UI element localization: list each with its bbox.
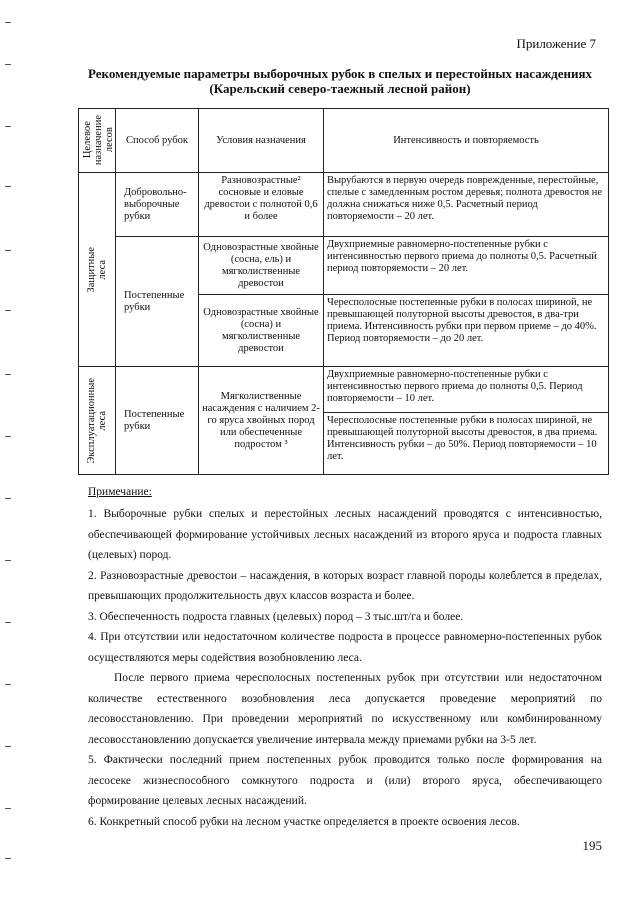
document-title: Рекомендуемые параметры выборочных рубок в спелых и перестойных насаждениях — [87, 66, 592, 81]
notes-section — [88, 504, 602, 832]
header-conditions: Условия назначения — [199, 109, 324, 173]
note-3: 3. Обеспеченность подроста главных (целевых) пород – 3 тыс.шт/га и более. — [88, 610, 464, 623]
cell-intensity: Чересполосные постепенные рубки в полосах шириной, не превышающей полуторной высоты древостоя, в два приема. Интенсивность рубки – до 50%. Период повторяемости – 10 лет. — [324, 413, 609, 475]
cell-conditions: Мягколиственные насаждения с наличием 2-го яруса хвойных пород или обеспеченные подростом ³ — [199, 367, 324, 475]
margin-marks — [0, 0, 14, 905]
cell-intensity: Двухприемные равномерно-постепенные рубки с интенсивностью первого приема до полноты 0,5. Период повторяемости – 10 лет. — [324, 367, 609, 413]
note-4-continued: После первого приема чересполосных постепенных рубок при отсутствии или недостаточном количестве естественного возобновления леса допускается проведение мероприятий по лесовосстановлению. При проведении мероприятий по искусственному или комбинированному лесовосстановлению допускается увеличение интервала между приемами рубки на 3-5 лет. — [88, 672, 602, 746]
cell-conditions: Одновозрастные хвойные (сосна, ель) и мягколиственные древостои — [199, 237, 324, 295]
table-row — [79, 237, 609, 295]
notes-heading: Примечание: — [88, 486, 152, 498]
header-method: Способ рубок — [116, 109, 199, 173]
table-row — [79, 367, 609, 413]
cell-conditions: Одновозрастные хвойные (сосна) и мягколиственные древостои — [199, 295, 324, 367]
cell-conditions: Разновозрастные² сосновые и еловые древостои с полнотой 0,6 и более — [199, 173, 324, 237]
header-intensity: Интенсивность и повторяемость — [324, 109, 609, 173]
group-exploitation: Эксплуатационные леса — [79, 367, 116, 475]
page-number: 195 — [582, 838, 602, 853]
cell-method: Постепенные рубки — [116, 237, 199, 367]
group-protective: Защитные леса — [79, 173, 116, 367]
document-subtitle: (Карельский северо-таежный лесной район) — [209, 81, 471, 96]
cell-method: Постепенные рубки — [116, 367, 199, 475]
cell-method: Добровольно-выборочные рубки — [116, 173, 199, 237]
note-6: 6. Конкретный способ рубки на лесном участке определяется в проекте освоения лесов. — [88, 815, 520, 828]
cell-intensity: Чересполосные постепенные рубки в полосах шириной, не превышающей полуторной высоты древостоя, в два-три приема. Интенсивность рубки при первом приеме – до 40%. Период повторяемости – до 20 лет. — [324, 295, 609, 367]
table-row — [79, 173, 609, 237]
header-purpose: Целевое назначение лесов — [79, 109, 116, 173]
note-5: 5. Фактически последний прием постепенных рубок проводится только после формирования на лесосеке жизнеспособного сомкнутого подроста и (или) второго яруса, обеспечивающего формирование целевых лесных насаждений. — [88, 754, 602, 807]
cell-intensity: Вырубаются в первую очередь поврежденные, перестойные, спелые с замедленным ростом деревья; полнота древостоя не должна снижаться ниже 0,5. Расчетный период повторяемости – 20 лет. — [324, 173, 609, 237]
note-1: 1. Выборочные рубки спелых и перестойных лесных насаждений проводятся с интенсивностью, обеспечивающей формирование устойчивых лесных насаждений из второго яруса и подроста главных (целевых) пород. — [88, 508, 602, 561]
table-header-row — [79, 109, 609, 173]
note-4: 4. При отсутствии или недостаточном количестве подроста в процессе равномерно-постепенных рубок осуществляются меры содействия возобновлению леса. — [88, 631, 602, 664]
cell-intensity: Двухприемные равномерно-постепенные рубки с интенсивностью первого приема до полноты 0,5. Расчетный период повторяемости – 20 лет. — [324, 237, 609, 295]
appendix-label: Приложение 7 — [516, 36, 596, 51]
felling-parameters-table — [78, 108, 609, 475]
note-2: 2. Разновозрастные древостои – насаждения, в которых возраст главной породы колеблется в пределах, превышающих продолжительность двух классов возраста и более. — [88, 569, 602, 602]
